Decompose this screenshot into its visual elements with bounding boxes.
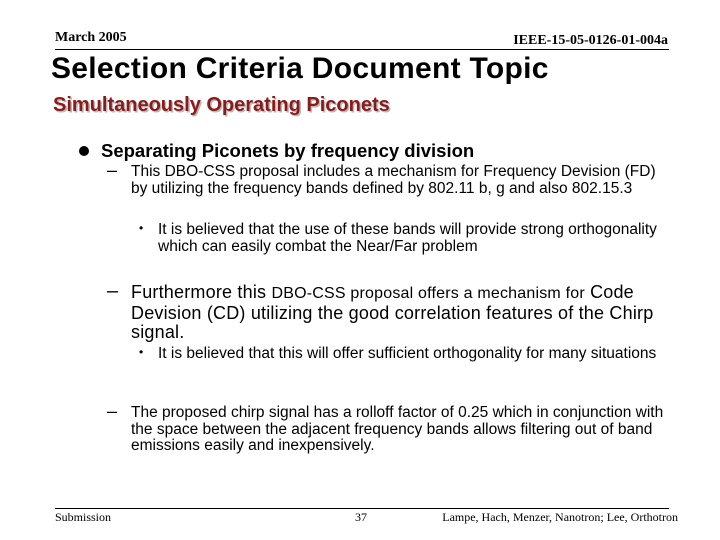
item-2-text [131,283,671,343]
item-1-sub-bullet-icon: • [139,221,144,235]
header-date: March 2005 [55,30,127,45]
slide-subtitle: Simultaneously Operating Piconets [53,94,390,116]
footer-page-number: 37 [355,510,367,524]
item-1-dash: – [107,160,118,180]
bullet-main-text: Separating Piconets by frequency division [101,140,475,161]
footer-divider [55,508,669,509]
item-2-sub-bullet-icon: • [139,345,144,359]
item-3-dash: – [107,401,118,421]
item-2-sub-text: It is believed that this will offer sufficient orthogonality for many situations [158,345,657,362]
item-3-text: The proposed chirp signal has a rolloff factor of 0.25 which in conjunction with the space between the adjacent frequency bands allows filtering out of band emissions easily and inexpensively. [131,404,664,454]
header-divider [55,49,669,50]
footer-authors: Lampe, Hach, Menzer, Nanotron; Lee, Orthotron [442,510,678,524]
item-1-text: This DBO-CSS proposal includes a mechanism for Frequency Devision (FD) by utilizing the frequency bands defined by 802.11 b, g and also 802.15.3 [131,163,656,197]
bullet-dot-icon [79,146,89,156]
header-document-id: IEEE-15-05-0126-01-004a [513,33,668,48]
footer-submission-label: Submission [55,510,112,524]
item-1-sub-text: It is believed that the use of these bands will provide strong orthogonality which can easily combat the Near/Far problem [158,221,657,255]
item-2-text-mid: DBO-CSS proposal offers a mechanism for [271,285,585,302]
item-2-dash: – [107,280,119,302]
item-2-text-rest: Code Devision (CD) utilizing the good correlation features of the Chirp signal. [131,282,654,342]
item-2-text-lead: Furthermore this [131,282,272,302]
slide-title: Selection Criteria Document Topic [51,52,549,85]
